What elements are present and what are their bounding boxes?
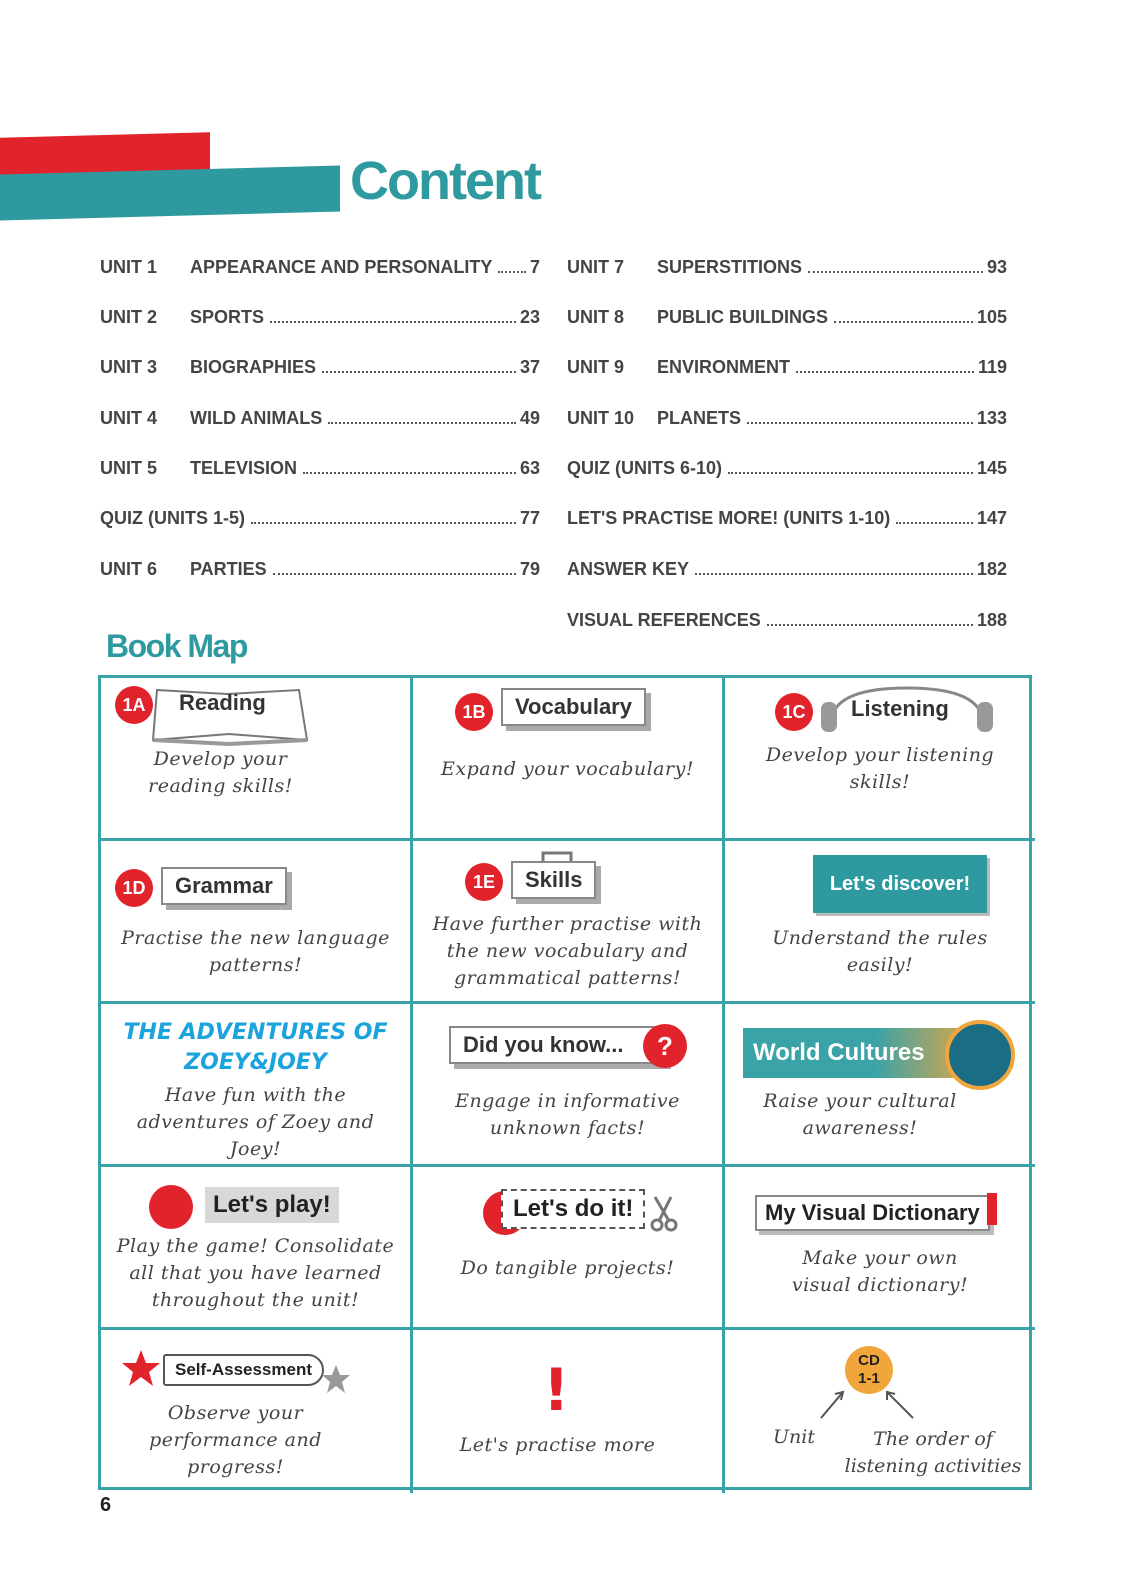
unit-caption: Unit [773, 1426, 815, 1448]
toc-leader [270, 321, 516, 323]
desc-line: Make your own [802, 1247, 958, 1269]
toc-page: 79 [519, 559, 540, 579]
desc-line: adventures of Zoey and [136, 1111, 375, 1133]
bookmap-title: Book Map [106, 628, 247, 664]
scissors-icon [649, 1193, 679, 1233]
cell-cd-legend [725, 1330, 1035, 1493]
cell-listening [725, 678, 1035, 841]
desc-line: awareness! [802, 1117, 918, 1139]
toc-leader [251, 522, 516, 524]
toc-item[interactable] [567, 405, 1007, 429]
desc-line: easily! [846, 954, 914, 976]
bookmap-grid [98, 675, 1032, 1490]
toc-title: ENVIRONMENT [657, 357, 791, 377]
desc-line: all that you have learned [129, 1262, 382, 1284]
toc-unit: UNIT 7 [567, 257, 625, 277]
desc-line: Engage in informative [455, 1090, 680, 1112]
toc-item[interactable] [100, 405, 540, 429]
toc-unit: UNIT 1 [100, 257, 158, 277]
desc-line: throughout the unit! [151, 1289, 360, 1311]
did-you-know-label: Did you know... [449, 1026, 666, 1064]
desc-line: patterns! [208, 954, 303, 976]
toc-leader [322, 371, 516, 373]
cell-visual-dictionary [725, 1167, 1035, 1330]
self-assessment-label: Self-Assessment [163, 1354, 324, 1386]
toc-item[interactable] [100, 304, 540, 328]
listening-desc [725, 742, 1035, 796]
toc-page: 188 [976, 610, 1007, 630]
badge-1d: 1D [115, 869, 153, 907]
world-cultures-label: World Cultures [743, 1028, 983, 1078]
toc-leader [767, 624, 973, 626]
cell-vocabulary [413, 678, 725, 841]
toc-title: QUIZ (UNITS 1-5) [100, 508, 246, 528]
red-tab-icon [987, 1193, 997, 1225]
cd-arrows-icon [813, 1384, 933, 1424]
desc-line: The order of [873, 1428, 993, 1450]
toc-page: 133 [976, 408, 1007, 428]
toc-page: 63 [519, 458, 540, 478]
cell-letsplay [101, 1167, 413, 1330]
toc-leader [273, 573, 516, 575]
desc-line: unknown facts! [489, 1117, 646, 1139]
toc-page: 49 [519, 408, 540, 428]
cell-skills [413, 841, 725, 1004]
toc-leader [896, 522, 973, 524]
toc-leader [695, 573, 973, 575]
toc-page: 147 [976, 508, 1007, 528]
cell-letsdoit [413, 1167, 725, 1330]
red-star-icon [121, 1348, 161, 1388]
reading-desc [101, 746, 340, 800]
desc-line: Practise the new language [121, 927, 390, 949]
cell-practise-more [413, 1330, 725, 1493]
grammar-desc [101, 925, 410, 979]
desc-line: listening activities [844, 1455, 1022, 1477]
lets-do-it-label: Let's do it! [501, 1189, 645, 1229]
toc-item[interactable] [100, 455, 540, 479]
toc-item[interactable] [567, 254, 1007, 278]
my-visual-dictionary-label: My Visual Dictionary [755, 1195, 990, 1231]
toc-leader [796, 371, 974, 373]
adventures-desc [101, 1082, 410, 1163]
toc-title: APPEARANCE AND PERSONALITY [190, 257, 493, 277]
toc-item[interactable] [567, 505, 1007, 529]
toc-title: ANSWER KEY [567, 559, 690, 579]
desc-line: progress! [187, 1456, 284, 1478]
cell-reading [101, 678, 413, 841]
desc-line: grammatical patterns! [454, 967, 681, 989]
badge-1b: 1B [455, 693, 493, 731]
toc-page: 7 [529, 257, 540, 277]
desc-line: visual dictionary! [791, 1274, 969, 1296]
toc-leader [834, 321, 973, 323]
cell-discover [725, 841, 1035, 1004]
toc-unit: UNIT 2 [100, 307, 158, 327]
visualdict-desc [725, 1245, 1035, 1299]
desc-line: Let's practise more [459, 1434, 656, 1456]
desc-line: performance and [149, 1429, 322, 1451]
toc-item[interactable] [567, 304, 1007, 328]
toc-unit: UNIT 9 [567, 357, 625, 377]
discover-desc [725, 925, 1035, 979]
letsdoit-desc [413, 1255, 722, 1282]
question-mark-icon: ? [643, 1024, 687, 1068]
page-title: Content [350, 151, 540, 211]
desc-line: reading skills! [148, 775, 293, 797]
toc-item[interactable] [567, 354, 1007, 378]
toc-page: 23 [519, 307, 540, 327]
header-band-teal [0, 166, 340, 221]
adventures-title [101, 1018, 410, 1078]
toc-page: 77 [519, 508, 540, 528]
toc-item[interactable] [100, 254, 540, 278]
toc-page: 145 [976, 458, 1007, 478]
practise-desc [413, 1432, 702, 1459]
skills-label: Skills [511, 861, 596, 899]
page-number: 6 [100, 1494, 112, 1516]
cell-grammar [101, 841, 413, 1004]
grammar-label: Grammar [161, 867, 287, 905]
grey-star-icon [321, 1364, 351, 1394]
toc-page: 182 [976, 559, 1007, 579]
toc-item[interactable] [100, 505, 540, 529]
badge-1e: 1E [465, 863, 503, 901]
toc-page: 119 [977, 357, 1007, 377]
cell-self-assessment [101, 1330, 413, 1493]
toc-leader [747, 422, 973, 424]
toc-leader [303, 472, 516, 474]
toc-title: WILD ANIMALS [190, 408, 323, 428]
desc-line: Have further practise with [432, 913, 703, 935]
vocabulary-desc [413, 756, 722, 783]
toc-page: 105 [976, 307, 1007, 327]
skills-desc [413, 911, 722, 992]
toc-title: PUBLIC BUILDINGS [657, 307, 828, 327]
selfassess-desc [101, 1400, 370, 1481]
globe-icon [945, 1020, 1015, 1090]
toc-leader [498, 271, 526, 273]
desc-line: Understand the rules [772, 927, 988, 949]
toc-title: QUIZ (UNITS 6-10) [567, 458, 723, 478]
desc-line: Expand your vocabulary! [441, 758, 694, 780]
toc-unit: UNIT 3 [100, 357, 158, 377]
toc-item[interactable] [100, 556, 540, 580]
toc-item[interactable] [567, 556, 1007, 580]
cell-didyouknow [413, 1004, 725, 1167]
desc-line: Raise your cultural [763, 1090, 957, 1112]
didyouknow-desc [413, 1088, 722, 1142]
desc-line: the new vocabulary and [446, 940, 689, 962]
toc-item[interactable] [567, 455, 1007, 479]
reading-label: Reading [179, 690, 266, 715]
order-caption [835, 1426, 1031, 1480]
toc-title: VISUAL REFERENCES [567, 610, 761, 630]
adventures-title-line: ZOEY&JOEY [184, 1050, 327, 1075]
toc-leader [328, 422, 516, 424]
lets-play-label: Let's play! [205, 1187, 339, 1223]
desc-line: Develop your listening [765, 744, 995, 766]
desc-line: Have fun with the [164, 1084, 347, 1106]
toc-title: PLANETS [657, 408, 742, 428]
toc-title: SPORTS [190, 307, 265, 327]
badge-1a: 1A [115, 686, 153, 724]
toc-title: SUPERSTITIONS [657, 257, 803, 277]
listening-label: Listening [851, 696, 949, 721]
adventures-title-line: THE ADVENTURES OF [123, 1020, 388, 1045]
toc-unit: UNIT 4 [100, 408, 158, 428]
toc-unit: UNIT 6 [100, 559, 158, 579]
toc-unit: UNIT 10 [567, 408, 635, 428]
desc-line: skills! [849, 771, 911, 793]
cd-label: CD [858, 1352, 880, 1369]
cell-adventures [101, 1004, 413, 1167]
game-circle-icon [149, 1185, 193, 1229]
toc-title: BIOGRAPHIES [190, 357, 317, 377]
toc-unit: UNIT 8 [567, 307, 625, 327]
desc-line: Develop your [153, 748, 288, 770]
toc-item[interactable] [567, 607, 1007, 631]
toc-title: TELEVISION [190, 458, 298, 478]
desc-line: Joey! [229, 1138, 282, 1160]
desc-line: Play the game! Consolidate [116, 1235, 395, 1257]
cell-world-cultures [725, 1004, 1035, 1167]
lets-discover-label: Let's discover! [813, 855, 987, 913]
toc-item[interactable] [100, 354, 540, 378]
world-desc [725, 1088, 995, 1142]
cd-track: 1-1 [858, 1370, 880, 1387]
toc-unit: UNIT 5 [100, 458, 158, 478]
toc-page: 37 [519, 357, 540, 377]
toc-page: 93 [986, 257, 1007, 277]
badge-1c: 1C [775, 693, 813, 731]
vocabulary-label: Vocabulary [501, 688, 646, 726]
exclamation-icon: ! [543, 1356, 570, 1424]
desc-line: Observe your [167, 1402, 304, 1424]
letsplay-desc [101, 1233, 410, 1314]
toc-leader [728, 472, 973, 474]
toc-title: PARTIES [190, 559, 267, 579]
toc-title: LET'S PRACTISE MORE! (UNITS 1-10) [567, 508, 891, 528]
desc-line: Do tangible projects! [460, 1257, 675, 1279]
toc-leader [808, 271, 983, 273]
